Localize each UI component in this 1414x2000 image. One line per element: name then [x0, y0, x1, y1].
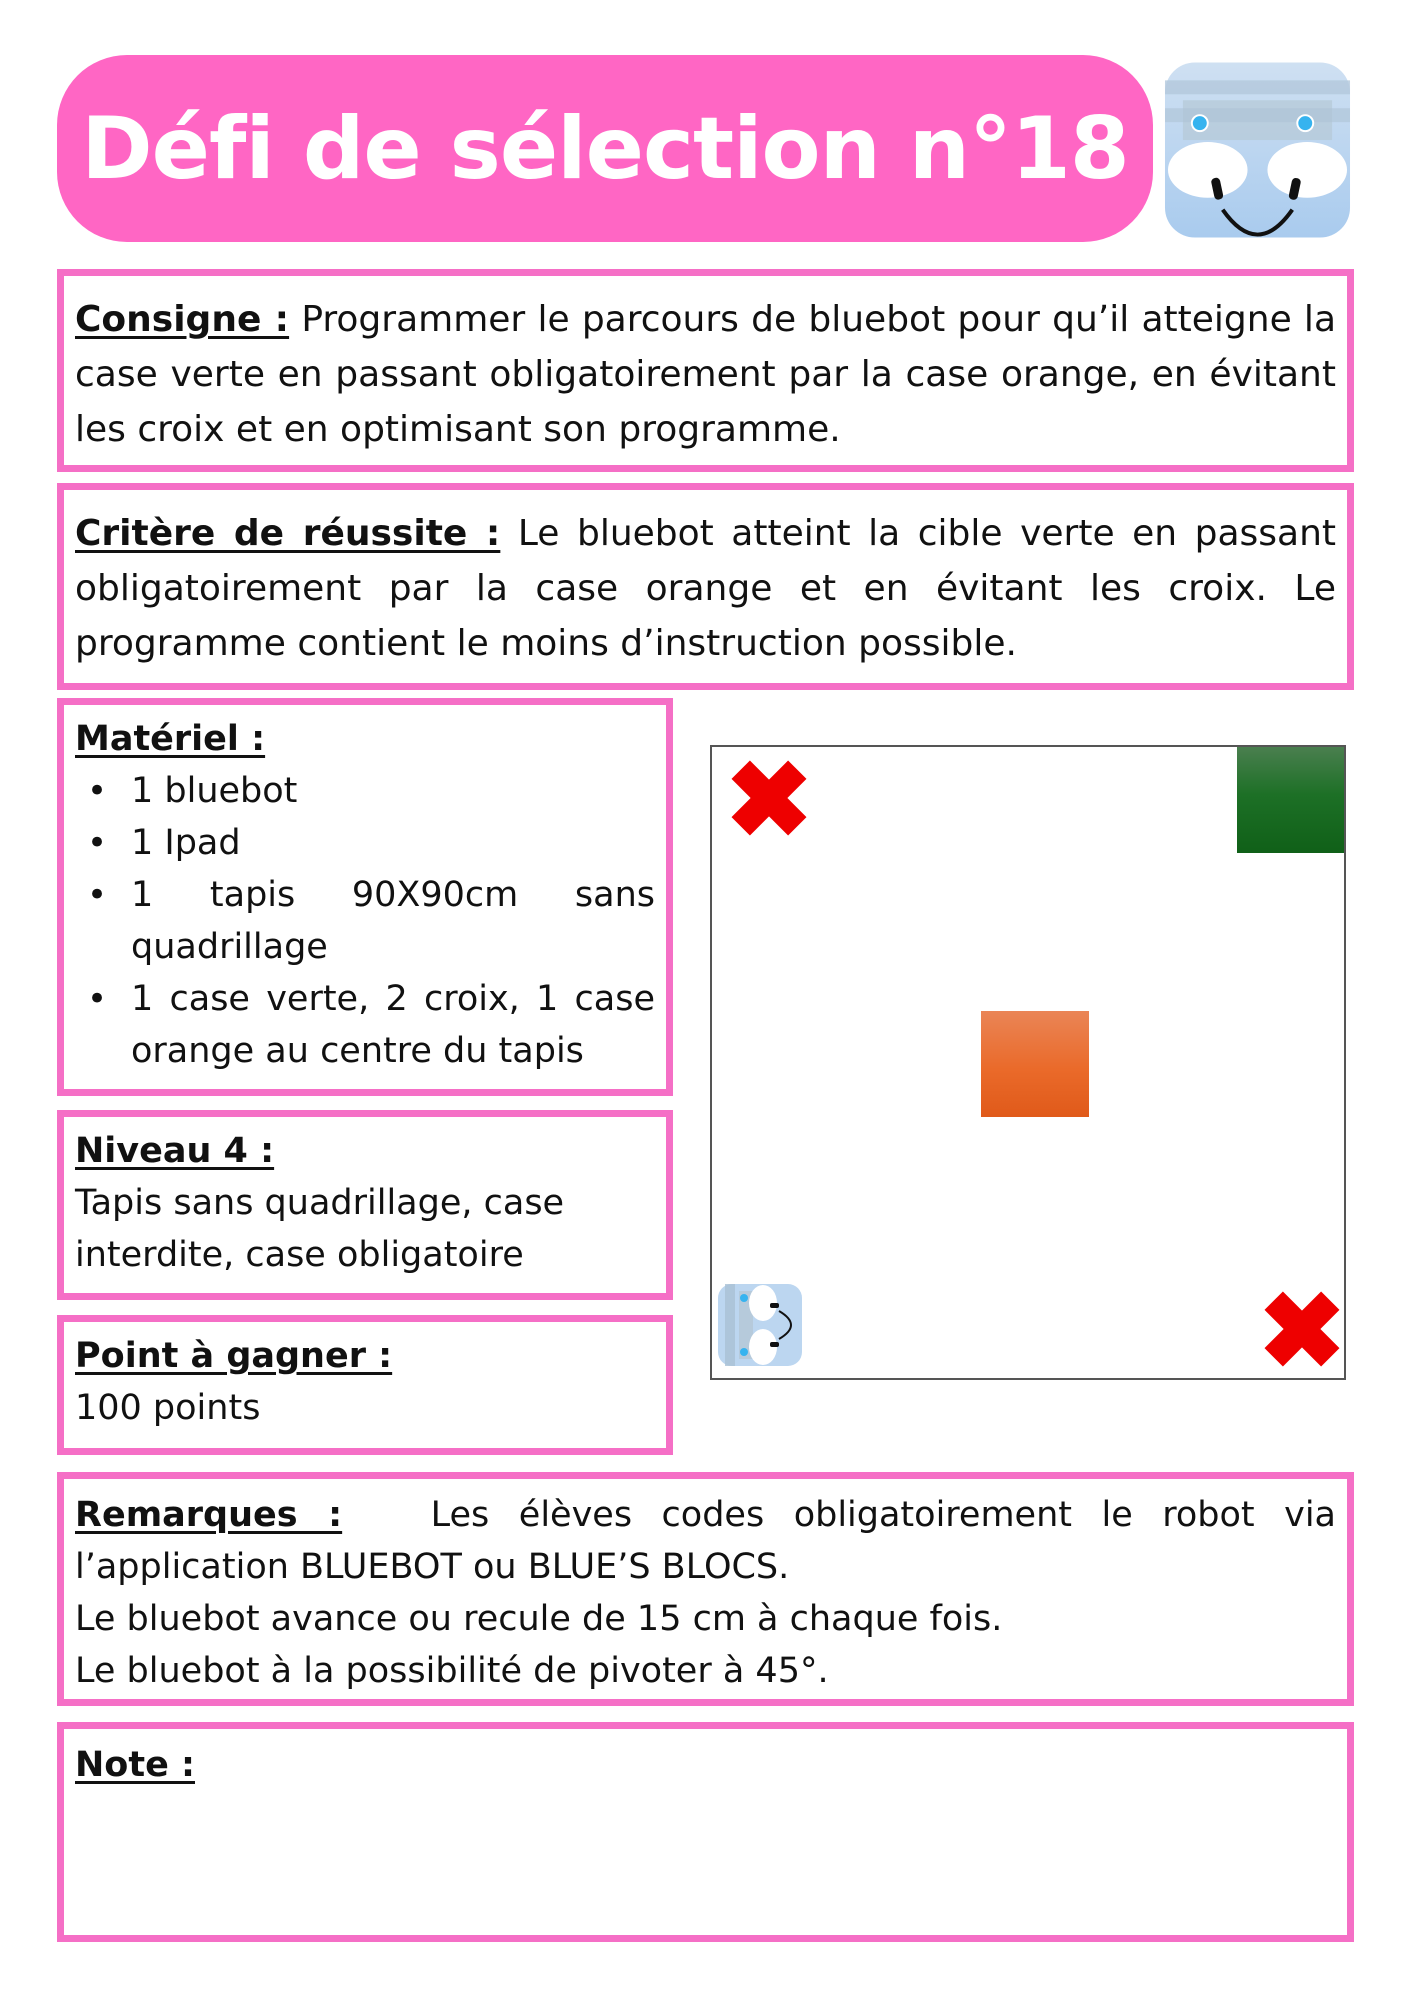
mat-map: [710, 745, 1346, 1380]
niveau-section: [57, 1110, 673, 1300]
orange-mandatory-square: [981, 1011, 1089, 1117]
remarques-first-line: [75, 1489, 1336, 1593]
cross-icon: [1265, 1292, 1339, 1366]
note-label: Note :: [75, 1745, 195, 1785]
materiel-section: [57, 698, 673, 1096]
remarques-line: Le bluebot à la possibilité de pivoter à 45°.: [75, 1651, 829, 1691]
list-item: • 1 bluebot: [131, 765, 655, 817]
list-item: • 1 case verte, 2 croix, 1 case orange au centre du tapis: [131, 973, 655, 1077]
consigne-text: Programmer le parcours de bluebot pour qu’il atteigne la case verte en passant obligatoirement par la case orange, en évitant les croix et en optimisant son programme.: [75, 299, 1336, 450]
critere-label: Critère de réussite :: [75, 513, 501, 554]
remarques-section: [57, 1472, 1354, 1706]
remarques-label: Remarques :: [75, 1495, 343, 1535]
note-section: [57, 1722, 1354, 1942]
remarques-line: Les élèves codes obligatoirement le robot via l’application BLUEBOT ou BLUE’S BLOCS.: [75, 1495, 1337, 1587]
title-banner: [57, 55, 1153, 242]
points-section: [57, 1315, 673, 1455]
cross-icon: [732, 761, 806, 835]
niveau-label: Niveau 4 :: [75, 1131, 275, 1171]
critere-section: [57, 483, 1354, 690]
points-value: 100 points: [75, 1388, 261, 1428]
consigne-section: [57, 269, 1354, 472]
bluebot-robot-icon: [1163, 60, 1352, 240]
consigne-label: Consigne :: [75, 299, 290, 340]
points-label: Point à gagner :: [75, 1336, 393, 1376]
bluebot-start-icon: [717, 1283, 803, 1367]
critere-text: Le bluebot atteint la cible verte en passant obligatoirement par la case orange et en évitant les croix. Le programme contient le moins d’instruction possible.: [75, 513, 1337, 664]
list-item: • 1 Ipad: [131, 817, 655, 869]
remarques-line: Le bluebot avance ou recule de 15 cm à chaque fois.: [75, 1599, 1003, 1639]
niveau-text: Tapis sans quadrillage, case interdite, case obligatoire: [75, 1183, 565, 1275]
materiel-label: Matériel :: [75, 719, 266, 759]
page-title: Défi de sélection n°18: [81, 98, 1129, 199]
list-item: • 1 tapis 90X90cm sans quadrillage: [131, 869, 655, 973]
materiel-list: [75, 765, 655, 1077]
green-target-square: [1237, 747, 1344, 853]
